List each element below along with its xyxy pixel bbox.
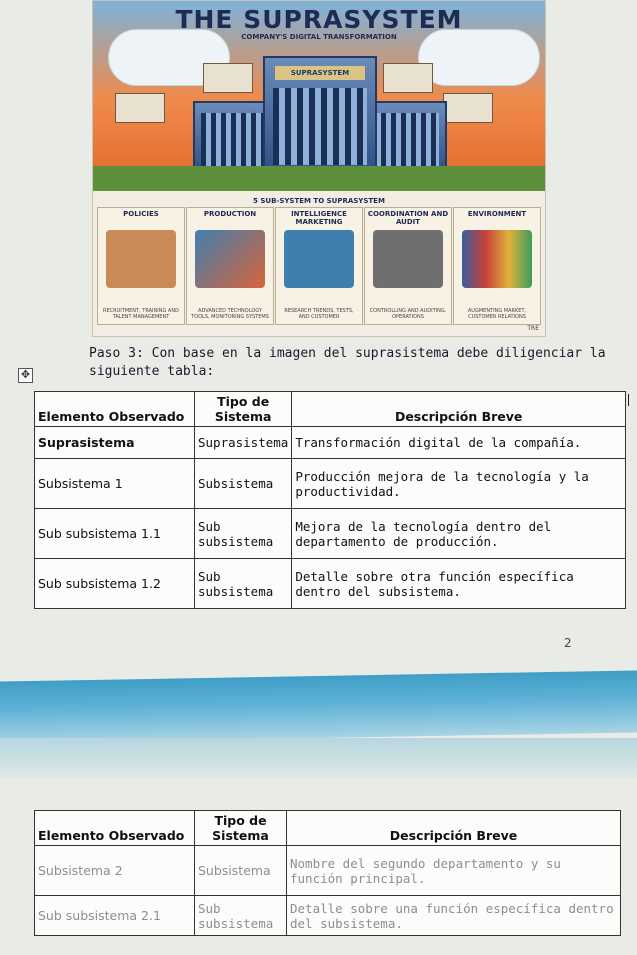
subsystem-band-title: 5 SUB-SYSTEM TO SUPRASYSTEM [253, 197, 385, 205]
system-table-1[interactable] [34, 391, 626, 609]
decorative-band [0, 670, 637, 743]
cell-elemento[interactable]: Sub subsistema 1.2 [35, 559, 195, 609]
table-move-handle-icon[interactable]: ✥ [18, 368, 33, 383]
people-group-icon [203, 63, 253, 93]
cell-descripcion[interactable]: Detalle sobre una función específica dentro del subsistema. [287, 896, 621, 936]
panel-caption: RESEARCH TRENDS, TESTS, AND CUSTOMER [284, 308, 354, 320]
panel-intelligence-marketing [275, 207, 363, 325]
header-tipo: Tipo de Sistema [195, 811, 287, 846]
panel-caption: AUGMENTING MARKET, CUSTOMER RELATIONS [467, 308, 527, 320]
header-tipo: Tipo de Sistema [195, 392, 292, 427]
cell-elemento[interactable]: Sub subsistema 1.1 [35, 509, 195, 559]
table-row[interactable] [35, 427, 626, 459]
growth-chart-icon [195, 230, 265, 288]
cell-tipo[interactable]: Subsistema [195, 846, 287, 896]
building-sign: SUPRASYSTEM [275, 66, 365, 80]
cell-elemento[interactable]: Sub subsistema 2.1 [35, 896, 195, 936]
panel-policies [97, 207, 185, 325]
panel-title: INTELLIGENCE MARKETING [291, 210, 347, 226]
poster-subtitle: COMPANY'S DIGITAL TRANSFORMATION [241, 33, 397, 41]
people-group-icon [115, 93, 165, 123]
system-table-2[interactable] [34, 810, 621, 936]
decorative-band-fade [0, 738, 637, 778]
cell-tipo[interactable]: Sub subsistema [195, 559, 292, 609]
cell-tipo[interactable]: Sub subsistema [195, 896, 287, 936]
people-group-icon [383, 63, 433, 93]
panel-title: PRODUCTION [203, 210, 257, 218]
cell-descripcion[interactable]: Producción mejora de la tecnología y la productividad. [292, 459, 626, 509]
table-row[interactable] [35, 846, 621, 896]
header-descripcion: Descripción Breve [287, 811, 621, 846]
cell-descripcion[interactable]: Nombre del segundo departamento y su función principal. [287, 846, 621, 896]
machinery-icon [373, 230, 443, 288]
cell-tipo[interactable]: Subsistema [195, 459, 292, 509]
table-row[interactable] [35, 509, 626, 559]
cell-descripcion[interactable]: Detalle sobre otra función específica dentro del subsistema. [292, 559, 626, 609]
panel-production [186, 207, 274, 325]
cell-elemento[interactable]: Subsistema 1 [35, 459, 195, 509]
cell-tipo[interactable]: Suprasistema [195, 427, 292, 459]
header-descripcion: Descripción Breve [292, 392, 626, 427]
panel-title: COORDINATION AND AUDIT [367, 210, 449, 226]
cell-elemento[interactable]: Suprasistema [35, 427, 195, 459]
monitor-chart-icon [284, 230, 354, 288]
panel-environment [453, 207, 541, 325]
page-number: 2 [564, 636, 572, 650]
instruction-line-1: Paso 3: Con base en la imagen del suprasistema debe diligenciar la [89, 346, 606, 361]
instruction-line-2: siguiente tabla: [89, 364, 215, 379]
panel-caption: CONTROLLING AND AUDITING, OPERATIONS [369, 308, 447, 320]
cell-descripcion[interactable]: Mejora de la tecnología dentro del departamento de producción. [292, 509, 626, 559]
table-row[interactable] [35, 459, 626, 509]
table-row[interactable] [35, 559, 626, 609]
header-elemento: Elemento Observado [35, 392, 195, 427]
instruction-text [89, 345, 609, 381]
poster-ground [93, 166, 545, 191]
headquarters-building [263, 56, 377, 175]
panel-coordination-audit [364, 207, 452, 325]
cell-tipo[interactable]: Sub subsistema [195, 509, 292, 559]
poster-title: THE SUPRASYSTEM [175, 5, 463, 34]
panel-caption: ADVANCED TECHNOLOGY TOOLS, MONITORING SYSTEMS [191, 308, 269, 320]
table-header-row [35, 811, 621, 846]
table-row[interactable] [35, 896, 621, 936]
poster-page-mark: TRE [527, 325, 539, 332]
panel-caption: RECRUITMENT, TRAINING AND TALENT MANAGEMENT [103, 308, 179, 320]
panel-title: POLICIES [123, 210, 159, 218]
header-elemento: Elemento Observado [35, 811, 195, 846]
suprasystem-illustration [92, 0, 546, 337]
text-cursor [628, 394, 629, 406]
bar-chart-icon [462, 230, 532, 288]
cell-elemento[interactable]: Subsistema 2 [35, 846, 195, 896]
table-header-row [35, 392, 626, 427]
people-group-icon [443, 93, 493, 123]
cell-descripcion[interactable]: Transformación digital de la compañía. [292, 427, 626, 459]
meeting-people-icon [106, 230, 176, 288]
panel-title: ENVIRONMENT [467, 210, 527, 218]
